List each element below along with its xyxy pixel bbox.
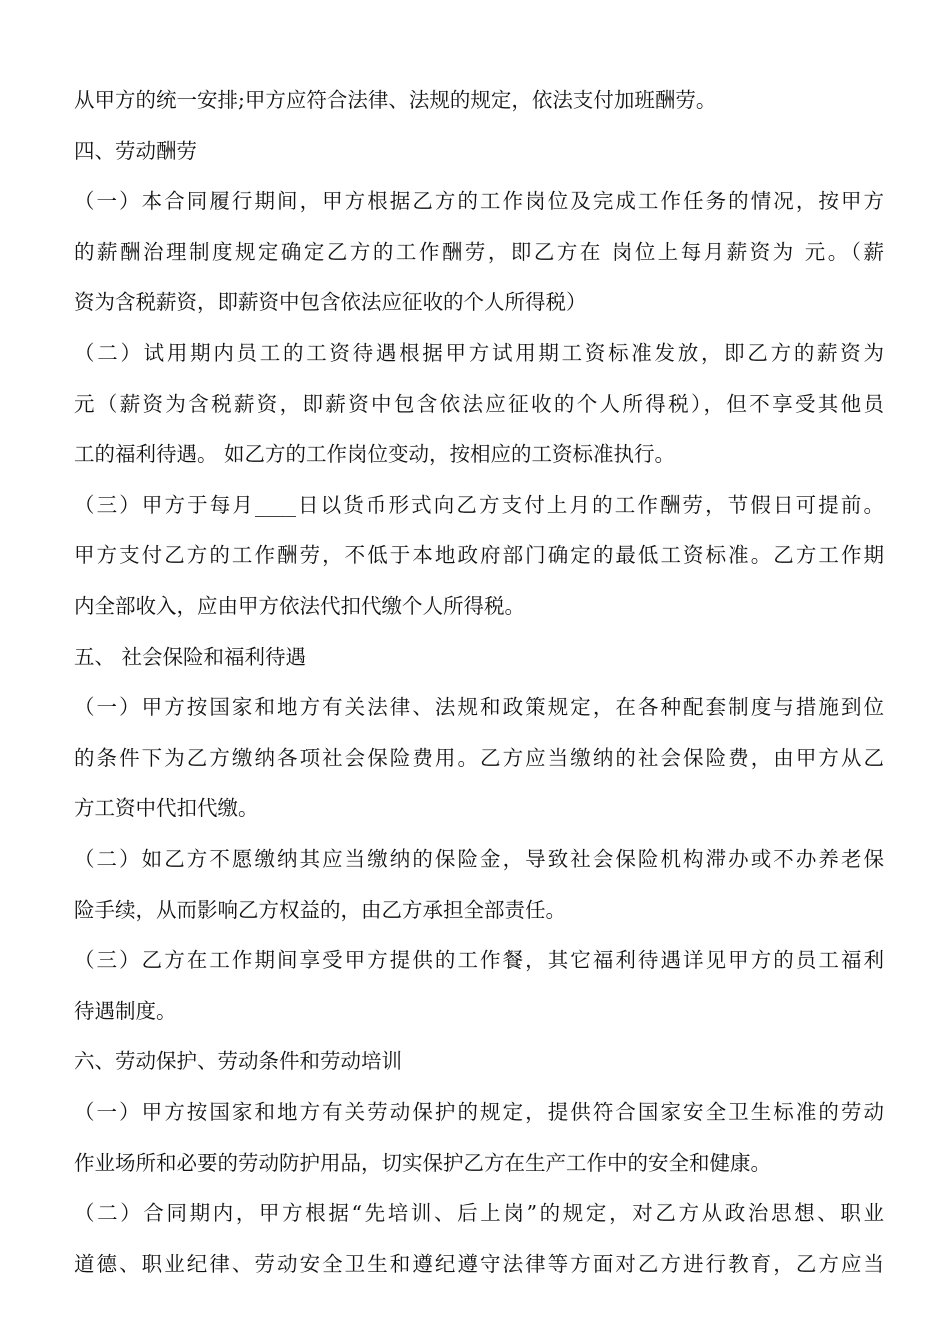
- text-line: 工的福利待遇。 如乙方的工作岗位变动，按相应的工资标准执行。: [74, 442, 676, 466]
- text-line: 道德、职业纪律、劳动安全卫生和遵纪遵守法律等方面对乙方进行教育，乙方应当: [74, 1252, 884, 1276]
- text-line: 四、劳动酬劳: [74, 139, 197, 163]
- text-line: 六、劳动保护、劳动条件和劳动培训: [74, 1049, 402, 1073]
- text-line: （二）试用期内员工的工资待遇根据甲方试用期工资标准发放，即乙方的薪资为: [74, 341, 884, 365]
- text-line: （三）乙方在工作期间享受甲方提供的工作餐，其它福利待遇详见甲方的员工福利: [74, 948, 884, 972]
- text-line: （一）本合同履行期间，甲方根据乙方的工作岗位及完成工作任务的情况，按甲方: [74, 189, 884, 213]
- text-line: （三）甲方于每月____日以货币形式向乙方支付上月的工作酬劳，节假日可提前。: [74, 493, 884, 517]
- text-line: （二）如乙方不愿缴纳其应当缴纳的保险金，导致社会保险机构滞办或不办养老保: [74, 847, 884, 871]
- text-line: 内全部收入，应由甲方依法代扣代缴个人所得税。: [74, 594, 525, 618]
- text-line: （二）合同期内，甲方根据“先培训、后上岗”的规定，对乙方从政治思想、职业: [74, 1201, 884, 1225]
- text-line: 险手续，从而影响乙方权益的，由乙方承担全部责任。: [74, 898, 566, 922]
- text-line: 资为含税薪资，即薪资中包含依法应征收的个人所得税）: [74, 290, 587, 314]
- text-line: 从甲方的统一安排;甲方应符合法律、法规的规定，依法支付加班酬劳。: [74, 88, 717, 112]
- text-line: 五、 社会保险和福利待遇: [74, 645, 307, 669]
- text-line: 的条件下为乙方缴纳各项社会保险费用。乙方应当缴纳的社会保险费，由甲方从乙: [74, 746, 884, 770]
- text-line: 方工资中代扣代缴。: [74, 796, 259, 820]
- text-line: 甲方支付乙方的工作酬劳，不低于本地政府部门确定的最低工资标准。乙方工作期: [74, 543, 884, 567]
- text-line: 的薪酬治理制度规定确定乙方的工作酬劳，即乙方在 岗位上每月薪资为 元。（薪: [74, 240, 884, 264]
- text-line: 元（薪资为含税薪资，即薪资中包含依法应征收的个人所得税），但不享受其他员: [74, 392, 884, 416]
- text-line: （一）甲方按国家和地方有关劳动保护的规定，提供符合国家安全卫生标准的劳动: [74, 1100, 884, 1124]
- text-line: （一）甲方按国家和地方有关法律、法规和政策规定，在各种配套制度与措施到位: [74, 695, 884, 719]
- text-line: 待遇制度。: [74, 999, 177, 1023]
- text-line: 作业场所和必要的劳动防护用品，切实保护乙方在生产工作中的安全和健康。: [74, 1151, 771, 1175]
